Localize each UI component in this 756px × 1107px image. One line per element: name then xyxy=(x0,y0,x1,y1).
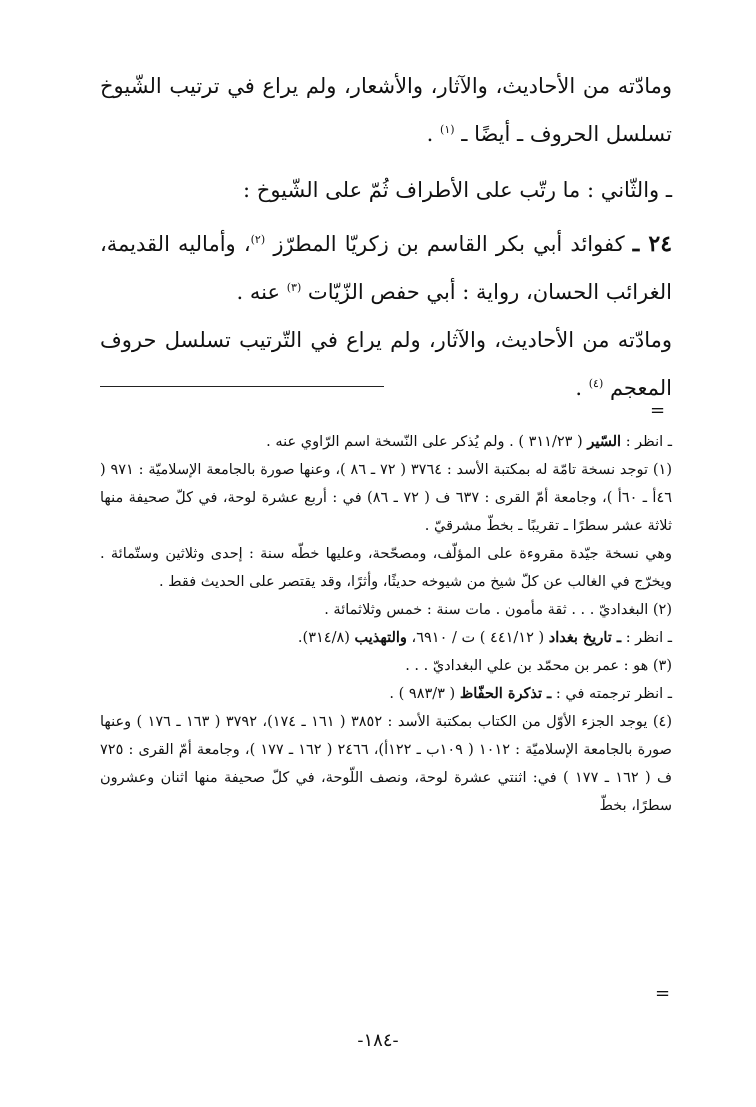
page-number: -١٨٤- xyxy=(357,1030,399,1051)
footnote-1: (١) توجد نسخة تامّة له بمكتبة الأسد : ٣٧٦٤ ( ٧٢ ـ ٨٦ )، وعنها صورة بالجامعة الإسلاميّة : ٩٧١ ( ٤٦أ ـ ٦٠أ )، وجامعة أمّ القرى : ٦٣٧ ف ( ٧٢ ـ ٨٦) في : أربع عشرة لوحة، في كلّ صحيفة منها ثلاثة عشر سطرًا ـ تقريبًا ـ بخطّ مشرقيّ . xyxy=(100,462,673,534)
fn-text: ( ٤٤١/١٢ ) ت / ٦٩١٠، xyxy=(411,630,545,646)
paragraph-3-text-b: ، وأماليه القديمة، الغرائب الحسان، رواية : أبي حفص الزّيّات xyxy=(100,232,672,304)
fn-text: (٣١٤/٨). xyxy=(297,630,350,646)
paragraph-1 xyxy=(100,62,672,158)
fn-text: ( ٩٨٣/٣ ) . xyxy=(389,686,456,702)
paragraph-3-text-c: عنه . xyxy=(236,280,281,304)
footnote-ref-1[interactable]: (١) xyxy=(440,123,455,136)
paragraph-4 xyxy=(100,316,672,412)
footnote-2: (٢) البغداديّ . . . ثقة مأمون . مات سنة : خمس وثلاثمائة . xyxy=(324,602,672,618)
fn-text: ـ انظر : xyxy=(625,630,672,646)
fn-text: ( ٣١١/٢٣ ) . ولم يُذكر على النّسخة اسم الرّاوي عنه . xyxy=(266,434,583,450)
fn-text: ـ انظر : xyxy=(625,434,672,450)
punct: . xyxy=(575,376,583,400)
footnote-2-ref xyxy=(100,624,672,652)
book-title: ـ تذكرة الحفّاظ xyxy=(459,685,552,702)
footnotes xyxy=(100,428,672,820)
item-number: ٢٤ ـ xyxy=(632,231,673,257)
footnote-continued xyxy=(100,428,672,456)
footnote-1-continued: وهي نسخة جيّدة مقروءة على المؤلّف، ومصحّحة، وعليها خطّه سنة : إحدى وثلاثين وستّمائة . ويخرّج في الغالب عن كلّ شيخ من شيوخه حديثًا، وأثرًا، وقد يقتصر على الحديث فقط . xyxy=(100,546,672,590)
footnote-separator xyxy=(100,386,384,387)
footnote-3: (٣) هو : عمر بن محمّد بن علي البغداديّ . . . xyxy=(405,658,672,674)
paragraph-3 xyxy=(100,220,672,316)
book-title: والتهذيب xyxy=(354,629,407,646)
continuation-marker-top: = xyxy=(650,400,666,421)
footnote-ref-3[interactable]: (٣) xyxy=(286,281,302,294)
book-title: السّير xyxy=(587,433,622,450)
book-title: ـ تاريخ بغداد xyxy=(548,629,622,646)
fn-text: ـ انظر ترجمته في : xyxy=(555,686,672,702)
footnote-ref-4[interactable]: (٤) xyxy=(588,377,604,390)
paragraph-4-text: ومادّته من الأحاديث، والآثار، ولم يراع في التّرتيب تسلسل حروف المعجم xyxy=(100,328,672,400)
main-text xyxy=(100,62,672,412)
paragraph-3-text-a: كفوائد أبي بكر القاسم بن زكريّا المطرّز xyxy=(273,232,625,256)
footnote-4: (٤) يوجد الجزء الأوّل من الكتاب بمكتبة الأسد : ٣٨٥٢ ( ١٦١ ـ ١٧٤)، ٣٧٩٢ ( ١٦٣ ـ ١٧٦ ) وعنها صورة بالجامعة الإسلاميّة : ١٠١٢ ( ١٠٩ب ـ ١٢٢أ)، ٢٤٦٦ ( ١٦٢ ـ ١٧٧ )، وجامعة أمّ القرى : ٧٢٥ ف ( ١٦٢ ـ ١٧٧ ) في: اثنتي عشرة لوحة، ونصف اللّوحة، في كلّ صحيفة منها اثنان وعشرون سطرًا، بخطّ xyxy=(100,714,673,814)
paragraph-1-text: ومادّته من الأحاديث، والآثار، والأشعار، ولم يراع في ترتيب الشّيوخ تسلسل الحروف ـ أيضًا ـ xyxy=(100,74,672,146)
continuation-marker-bottom: = xyxy=(655,983,671,1004)
paragraph-2 xyxy=(100,166,672,214)
footnote-ref-2[interactable]: (٢) xyxy=(250,233,266,246)
paragraph-2-text: ـ والثّاني : ما رتّب على الأطراف ثُمّ على الشّيوخ : xyxy=(243,178,672,202)
footnote-3-ref xyxy=(100,680,672,708)
punct: . xyxy=(426,122,434,146)
